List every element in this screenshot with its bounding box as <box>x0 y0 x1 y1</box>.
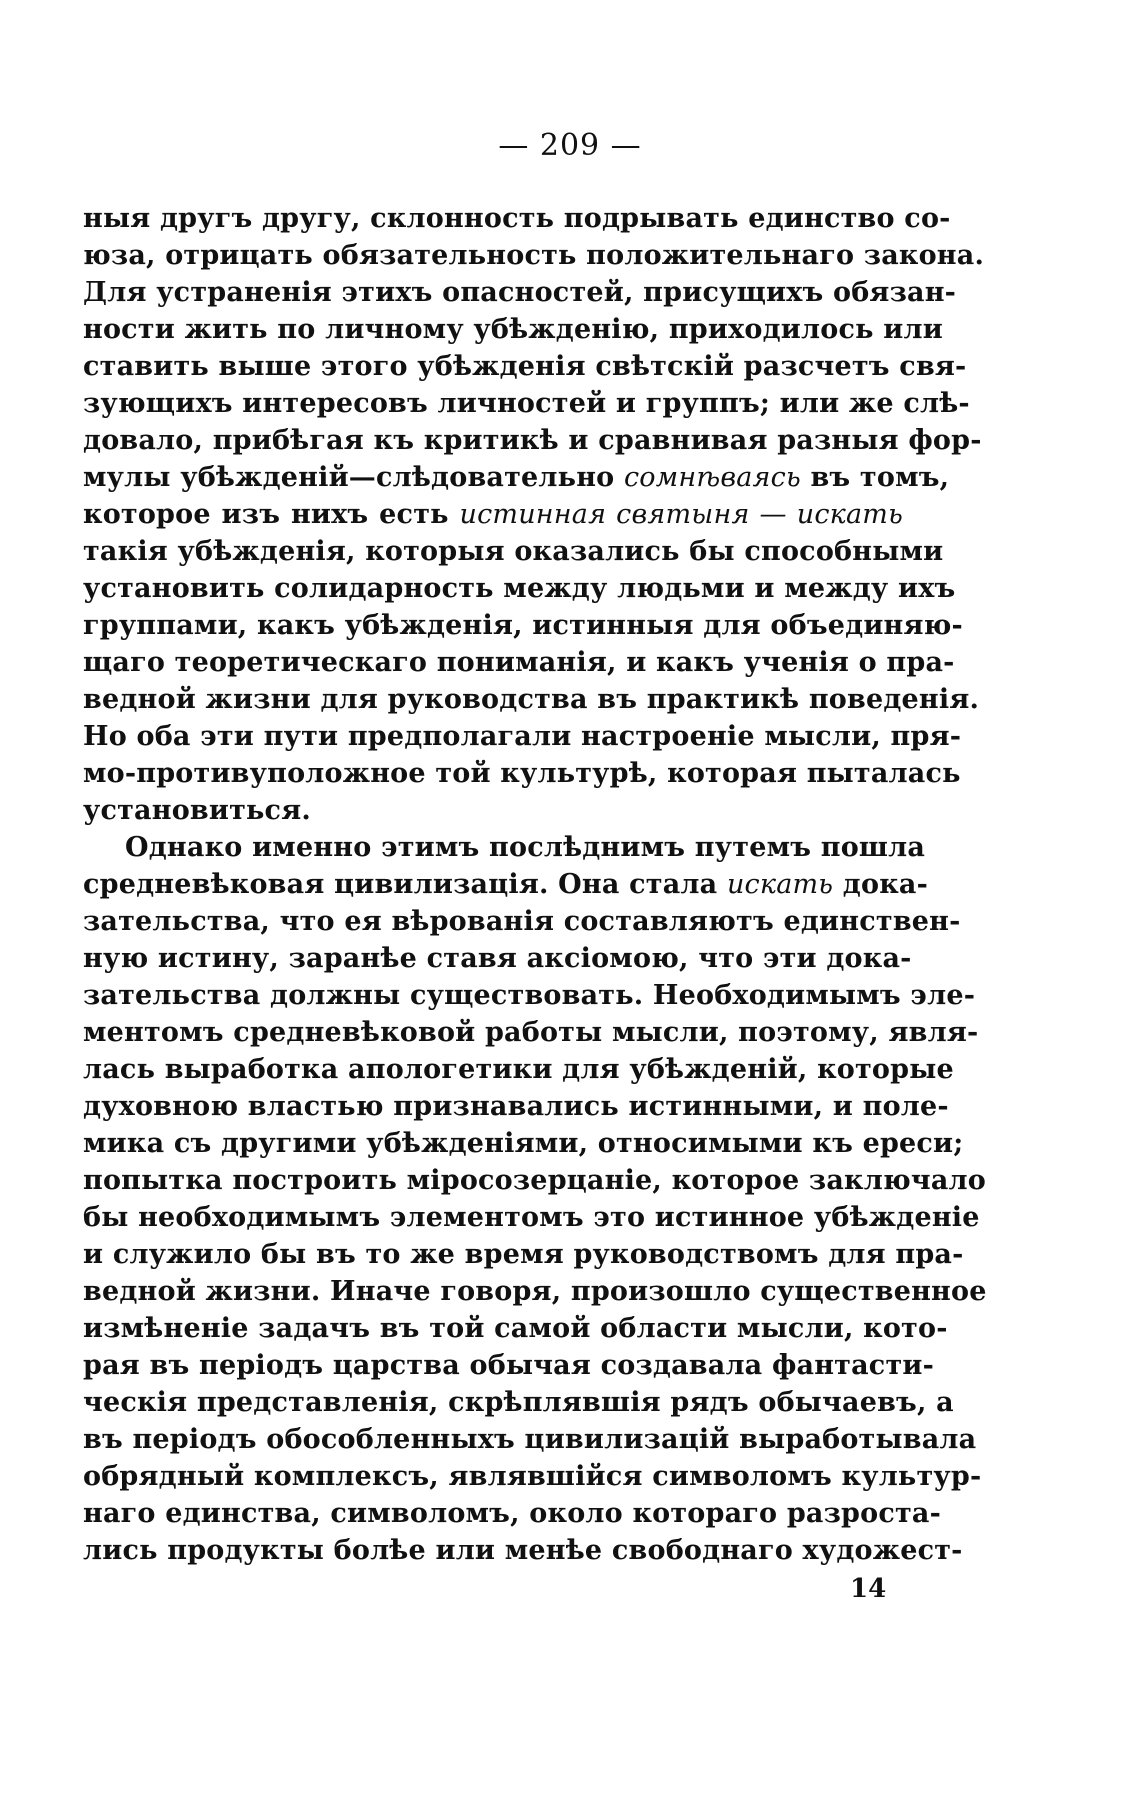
text-line <box>83 496 903 533</box>
text-line: лись продукты болѣе или менѣе свободнаго художест- <box>83 1535 963 1566</box>
text-line: ставить выше этого убѣжденія свѣтскій разсчетъ свя- <box>83 351 967 382</box>
text-line: и служило бы въ то же время руководствомъ для пра- <box>83 1239 964 1270</box>
text-line: зательства должны существовать. Необходимымъ эле- <box>83 980 976 1011</box>
italic-emphasis: истинная святыня — искать <box>459 499 903 530</box>
text-line <box>83 866 929 903</box>
text-run: дока- <box>833 869 929 900</box>
text-line: ности жить по личному убѣжденію, приходилось или <box>83 314 943 345</box>
text-line: ведной жизни. Иначе говоря, произошло существенное <box>83 1276 987 1307</box>
text-line: бы необходимымъ элементомъ это истинное убѣжденіе <box>83 1202 980 1233</box>
body-text <box>83 200 987 1569</box>
text-line: установить солидарность между людьми и между ихъ <box>83 573 956 604</box>
text-run: мулы убѣжденій—слѣдовательно <box>83 462 624 493</box>
text-line: Для устраненія этихъ опасностей, присущихъ обязан- <box>83 277 957 308</box>
text-line: щаго теоретическаго пониманія, и какъ ученія о пра- <box>83 647 955 678</box>
text-line: группами, какъ убѣжденія, истинныя для объединяю- <box>83 610 963 641</box>
text-line: зующихъ интересовъ личностей и группъ; или же слѣ- <box>83 388 970 419</box>
text-line: рая въ періодъ царства обычая создавала фантасти- <box>83 1350 935 1381</box>
italic-emphasis: сомнѣваясь <box>623 462 801 493</box>
text-line: обрядный комплексъ, являвшійся символомъ культур- <box>83 1461 982 1492</box>
text-line: ныя другъ другу, склонность подрывать единство со- <box>83 203 951 234</box>
text-line: Но оба эти пути предполагали настроеніе мысли, пря- <box>83 721 962 752</box>
text-line: ментомъ средневѣковой работы мысли, поэтому, явля- <box>83 1017 979 1048</box>
text-line: измѣненіе задачъ въ той самой области мысли, кото- <box>83 1313 948 1344</box>
signature-mark: 14 <box>850 1574 887 1604</box>
text-line <box>83 459 950 496</box>
text-line: такія убѣжденія, которыя оказались бы способными <box>83 536 944 567</box>
text-line: лась выработка апологетики для убѣжденій, которые <box>83 1054 954 1085</box>
italic-emphasis: искать <box>726 869 834 900</box>
text-run: которое изъ нихъ есть <box>83 499 460 530</box>
text-line: зательства, что ея вѣрованія составляютъ единствен- <box>83 906 961 937</box>
text-line: наго единства, символомъ, около котораго разроста- <box>83 1498 941 1529</box>
text-line: довало, прибѣгая къ критикѣ и сравнивая разныя фор- <box>83 425 982 456</box>
text-run: въ томъ, <box>800 462 950 493</box>
text-line: духовною властью признавались истинными, и поле- <box>83 1091 949 1122</box>
text-line: ную истину, заранѣе ставя аксіомою, что эти дока- <box>83 943 912 974</box>
page-number: — 209 — <box>498 128 642 163</box>
text-line: мика съ другими убѣжденіями, относимыми къ ереси; <box>83 1128 964 1159</box>
text-line: попытка построить міросозерцаніе, которое заключало <box>83 1165 986 1196</box>
text-line: юза, отрицать обязательность положительнаго закона. <box>83 240 985 271</box>
paragraph-start: Однако именно этимъ послѣднимъ путемъ пошла <box>125 832 926 863</box>
text-line: ческія представленія, скрѣплявшія рядъ обычаевъ, а <box>83 1387 954 1418</box>
text-line: мо-противуположное той культурѣ, которая пыталась <box>83 758 961 789</box>
text-run: средневѣковая цивилизація. Она стала <box>83 869 727 900</box>
text-line: ведной жизни для руководства въ практикѣ поведенія. <box>83 684 980 715</box>
text-line: установиться. <box>83 795 311 826</box>
text-line: въ періодъ обособленныхъ цивилизацій выработывала <box>83 1424 977 1455</box>
